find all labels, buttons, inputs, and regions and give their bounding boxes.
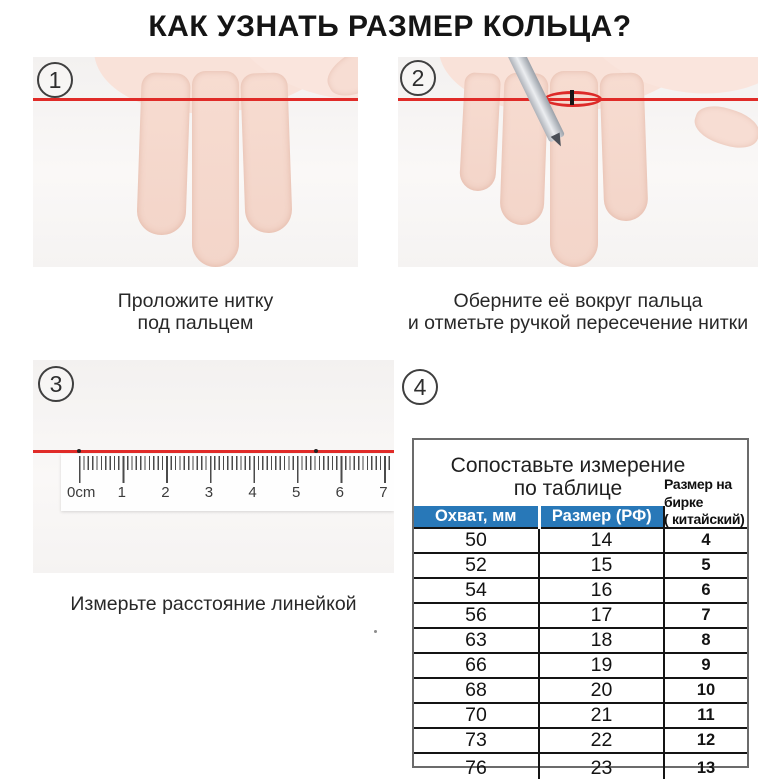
table-cell: 56 <box>414 603 539 628</box>
step3-caption <box>33 594 394 616</box>
table-row <box>414 553 747 578</box>
size-table-header-row <box>414 506 747 528</box>
ruler-cm-label: 1 <box>117 484 126 501</box>
table-cell: 18 <box>539 628 664 653</box>
col3-header-line3: ( китайский) <box>664 511 745 527</box>
table-cell: 70 <box>414 703 539 728</box>
size-table <box>414 506 747 779</box>
ruler-cm-label: 7 <box>379 484 388 501</box>
table-row <box>414 703 747 728</box>
ruler-cm-label: 2 <box>161 484 170 501</box>
table-cell: 12 <box>664 728 747 753</box>
size-table-container <box>412 438 749 779</box>
col-header-size-rf: Размер (РФ) <box>539 506 664 528</box>
ruler-cm-ticks <box>79 456 391 483</box>
table-cell: 5 <box>664 553 747 578</box>
ruler-zero-label: 0cm <box>67 484 96 501</box>
step1-number: 1 <box>48 66 62 93</box>
step1-caption-line2: под пальцем <box>137 311 254 334</box>
table-cell: 76 <box>414 753 539 779</box>
size-table-heading-line2: по таблице <box>513 477 623 500</box>
ruler-cm-label: 5 <box>292 484 301 501</box>
pen-mark <box>570 90 574 105</box>
hand-finger <box>136 72 191 236</box>
ruler-cm-label: 3 <box>204 484 214 501</box>
hand-thumb <box>690 100 758 155</box>
step2-number: 2 <box>411 64 425 91</box>
hand-finger <box>599 72 648 221</box>
table-cell: 23 <box>539 753 664 779</box>
step1-caption-line1: Проложите нитку <box>117 290 274 312</box>
hand-finger <box>459 72 501 192</box>
red-thread-line <box>33 450 394 453</box>
table-cell: 8 <box>664 628 747 653</box>
table-cell: 11 <box>664 703 747 728</box>
table-cell: 21 <box>539 703 664 728</box>
step1-number-badge <box>37 62 73 98</box>
step3-photo <box>33 360 394 573</box>
table-cell: 10 <box>664 678 747 703</box>
table-row <box>414 578 747 603</box>
stray-dot <box>374 630 377 633</box>
table-row <box>414 603 747 628</box>
table-cell: 20 <box>539 678 664 703</box>
ruler-cm-label: 6 <box>335 484 344 501</box>
step2-photo <box>398 57 758 267</box>
size-table-heading-line1: Сопоставьте измерение <box>450 454 686 477</box>
col-header-size-tag <box>664 506 747 528</box>
table-cell: 14 <box>539 528 664 553</box>
col3-header-line2: бирке <box>664 493 704 510</box>
table-cell: 13 <box>664 753 747 779</box>
table-cell: 6 <box>664 578 747 603</box>
step3-number-badge <box>38 366 74 402</box>
ruler-cm-label: 4 <box>248 484 257 501</box>
table-cell: 9 <box>664 653 747 678</box>
table-cell: 15 <box>539 553 664 578</box>
table-cell: 54 <box>414 578 539 603</box>
table-cell: 19 <box>539 653 664 678</box>
step1-photo <box>33 57 358 267</box>
hand-finger <box>240 72 293 234</box>
table-cell: 66 <box>414 653 539 678</box>
red-thread-line <box>33 98 358 101</box>
step2-number-badge <box>400 60 436 96</box>
table-cell: 63 <box>414 628 539 653</box>
step2-caption-line2: и отметьте ручкой пересечение нитки <box>407 311 749 334</box>
table-row <box>414 753 747 779</box>
table-cell: 7 <box>664 603 747 628</box>
step1-caption <box>33 291 358 334</box>
table-row <box>414 528 747 553</box>
table-row <box>414 628 747 653</box>
col-header-circumference: Охват, мм <box>414 506 539 528</box>
col3-header-line1: Размер на <box>664 476 732 492</box>
step3-number: 3 <box>49 370 63 397</box>
step2-caption <box>396 291 760 334</box>
table-cell: 17 <box>539 603 664 628</box>
table-cell: 52 <box>414 553 539 578</box>
size-table-body <box>414 528 747 779</box>
table-cell: 68 <box>414 678 539 703</box>
table-row <box>414 653 747 678</box>
step4-number: 4 <box>413 373 427 400</box>
table-cell: 16 <box>539 578 664 603</box>
table-cell: 4 <box>664 528 747 553</box>
table-cell: 22 <box>539 728 664 753</box>
table-row <box>414 728 747 753</box>
table-row <box>414 678 747 703</box>
thread-mark-dot <box>314 449 318 453</box>
table-cell: 73 <box>414 728 539 753</box>
step3-caption-line1: Измерьте расстояние линейкой <box>70 593 357 615</box>
step2-caption-line1: Оберните её вокруг пальца <box>453 290 703 312</box>
table-cell: 50 <box>414 528 539 553</box>
thread-mark-dot <box>77 449 81 453</box>
step4-number-badge <box>402 369 438 405</box>
page-title: КАК УЗНАТЬ РАЗМЕР КОЛЬЦА? <box>148 10 632 43</box>
